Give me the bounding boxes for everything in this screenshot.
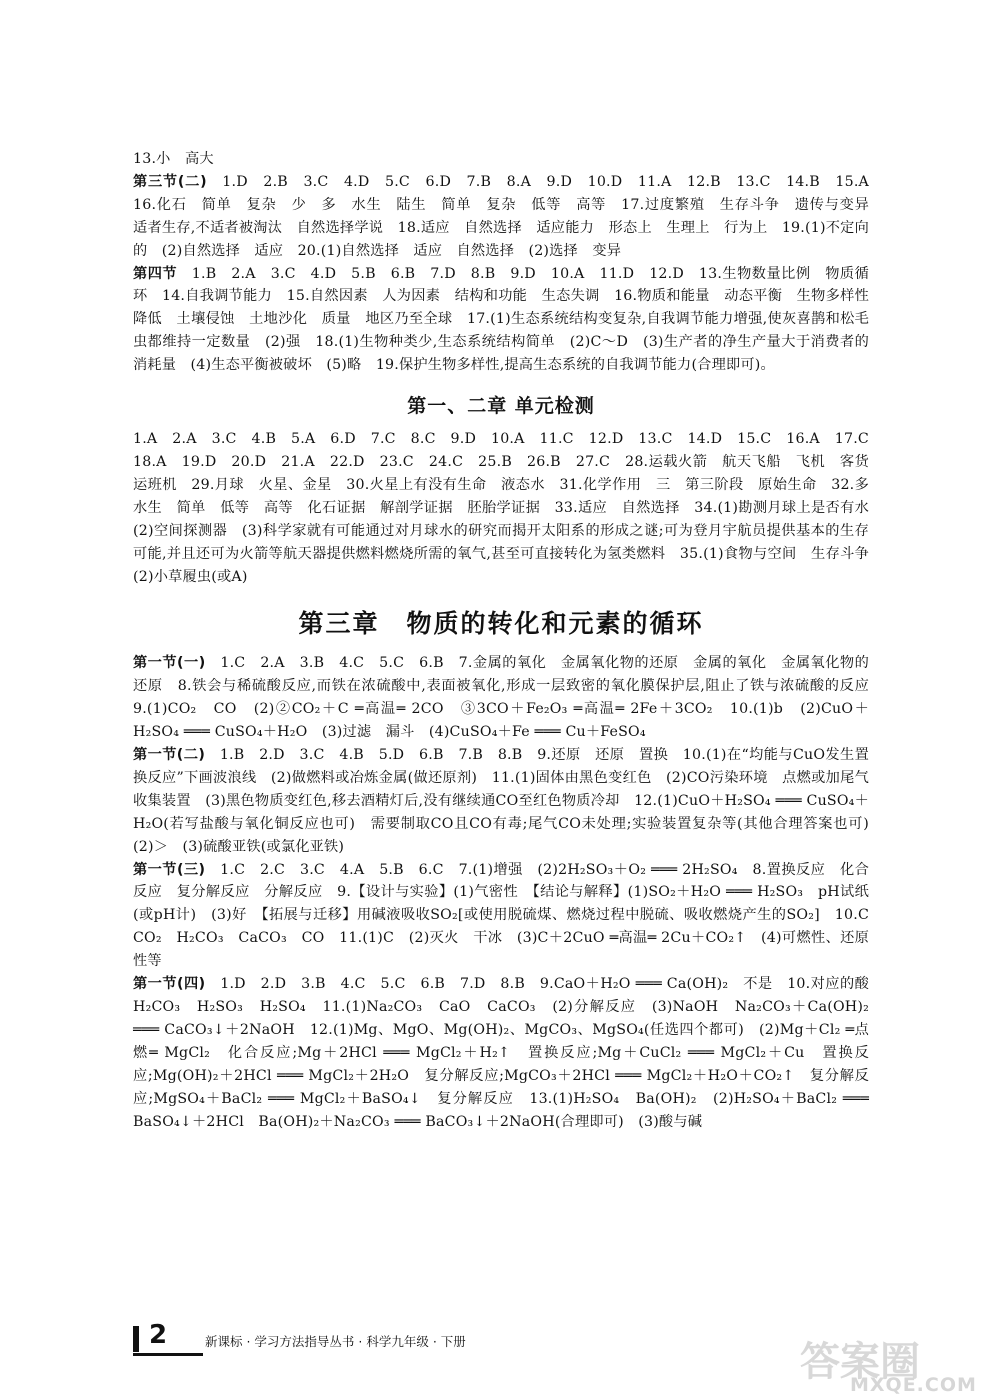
chapter-title: 第三章 物质的转化和元素的循环 [298,609,704,639]
section-1-3-answers: 第一节(三) 1.C 2.C 3.C 4.A 5.B 6.C 7.(1)增强 (2)2H₂SO₃＋O₂ ═══ 2H₂SO₄ 8.置换反应 化合反应 复分解反应 分解反应 9.【设计与实验】(1)气密性 【结论与解释】(1)SO₂＋H₂O ═══ H₂SO₃ pH试纸(或pH计) (3)好 【拓展与迁移】用碱液吸收SO₂[或使用脱硫煤、燃烧过程中脱硫、吸收燃烧产生的SO₂] 10.C CO₂ H₂CO₃ CaCO₃ CO 11.(1)C (2)灭火 干冰 (3)C＋2CuO ═高温═ 2Cu＋CO₂↑ (4)可燃性、还原性等 [133,861,884,970]
answer-line-13: 13.小 高大 [133,151,214,167]
footer-bar [133,1326,139,1352]
section-1-2-answers: 第一节(二) 1.B 2.D 3.C 4.B 5.D 6.B 7.B 8.B 9.还原 还原 置换 10.(1)在“均能与CuO发生置换反应”下画波浪线 (2)做燃料或冶炼金属(做还原剂) 11.(1)固体由黑色变红色 (2)CO污染环境 点燃或加尾气收集装置 (3)黑色物质变红色,移去酒精灯后,没有继续通CO至红色物质冷却 12.(1)CuO＋H₂SO₄ ═══ CuSO₄＋H₂O(若写盐酸与氧化铜反应也可) 需要制取CO且CO有毒;尾气CO未处理;实验装置复杂等(其他合理答案也可) (2)＞ (3)硫酸亚铁(或氯化亚铁) [133,747,884,855]
section-label: 第一节(一) [133,655,206,672]
watermark-domain: MXQE.COM [850,1374,977,1396]
page-footer [133,1322,869,1352]
section-3-2-answers: 第三节(二) 1.D 2.B 3.C 4.D 5.C 6.D 7.B 8.A 9.D 10.D 11.A 12.B 13.C 14.B 15.A 16.化石 简单 复杂 少 多 水生 陆生 简单 复杂 低等 高等 17.过度繁殖 生存斗争 遗传与变异 适者生存,不适者被淘汰 自然选择学说 18.适应 自然选择 适应能力 形态上 生理上 行为上 19.(1)不定向的 (2)自然选择 适应 20.(1)自然选择 适应 自然选择 (2)选择 变异 [133,173,884,259]
section-label: 第一节(二) [133,747,205,764]
section-1-1-answers: 第一节(一) 1.C 2.A 3.B 4.C 5.C 6.B 7.金属的氧化 金属氧化物的还原 金属的氧化 金属氧化物的还原 8.铁会与稀硫酸反应,而铁在浓硫酸中,表面被氧化,形成一层致密的氧化膜保护层,阻止了铁与浓硫酸的反应 9.(1)CO₂ CO (2)②CO₂＋C ═高温═ 2CO ③3CO＋Fe₂O₃ ═高温═ 2Fe＋3CO₂ 10.(1)b (2)CuO＋H₂SO₄ ═══ CuSO₄＋H₂O (3)过滤 漏斗 (4)CuSO₄＋Fe ═══ Cu＋FeSO₄ [133,655,884,741]
unit-test-answers: 1.A 2.A 3.C 4.B 5.A 6.D 7.C 8.C 9.D 10.A 11.C 12.D 13.C 14.D 15.C 16.A 17.C 18.A 19.D 20.D 21.A 22.D 23.C 24.C 25.B 26.B 27.C 28.运载火箭 航天飞船 飞机 客货运班机 29.月球 火星、金星 30.火星上有没有生命 液态水 31.化学作用 三 第三阶段 原始生命 32.多 水生 简单 低等 高等 化石证据 解剖学证据 胚胎学证据 33.适应 自然选择 34.(1)勘测月球上是否有水 (2)空间探测器 (3)科学家就有可能通过对月球水的研究而揭开太阳系的形成之谜;可为登月宇航员提供基本的生存可能,并且还可为火箭等航天器提供燃料燃烧所需的氧气,甚至可直接转化为氢类燃料 35.(1)食物与空间 生存斗争 (2)小草履虫(或A) [133,431,884,585]
footer-rule [133,1353,203,1356]
answer-content [133,148,884,1133]
unit-test-title: 第一、二章 单元检测 [407,395,595,418]
watermark-logo-text: 答案圈 [800,1339,920,1385]
book-info: 新课标 · 学习方法指导丛书 · 科学九年级 · 下册 [205,1334,466,1349]
section-1-4-answers: 第一节(四) 1.D 2.D 3.B 4.C 5.C 6.B 7.D 8.B 9.CaO＋H₂O ═══ Ca(OH)₂ 不是 10.对应的酸 H₂CO₃ H₂SO₃ H₂SO₄ 11.(1)Na₂CO₃ CaO CaCO₃ (2)分解反应 (3)NaOH Na₂CO₃＋Ca(OH)₂ ═══ CaCO₃↓＋2NaOH 12.(1)Mg、MgO、Mg(OH)₂、MgCO₃、MgSO₄(任选四个都可) (2)Mg＋Cl₂ ═点燃═ MgCl₂ 化合反应;Mg＋2HCl ═══ MgCl₂＋H₂↑ 置换反应;Mg＋CuCl₂ ═══ MgCl₂＋Cu 置换反应;Mg(OH)₂＋2HCl ═══ MgCl₂＋2H₂O 复分解反应;MgCO₃＋2HCl ═══ MgCl₂＋H₂O＋CO₂↑ 复分解反应;MgSO₄＋BaCl₂ ═══ MgCl₂＋BaSO₄↓ 复分解反应 13.(1)H₂SO₄ Ba(OH)₂ (2)H₂SO₄＋BaCl₂ ═══ BaSO₄↓＋2HCl Ba(OH)₂＋Na₂CO₃ ═══ BaCO₃↓＋2NaOH(合理即可) (3)酸与碱 [133,976,884,1130]
section-label: 第三节(二) [133,173,207,190]
watermark-logo [800,1330,990,1396]
section-4-answers: 第四节 1.B 2.A 3.C 4.D 5.B 6.B 7.D 8.B 9.D 10.A 11.D 12.D 13.生物数量比例 物质循环 14.自我调节能力 15.自然因素 人为因素 结构和功能 生态失调 16.物质和能量 动态平衡 生物多样性降低 土壤侵蚀 土地沙化 质量 地区乃至全球 17.(1)生态系统结构变复杂,自我调节能力增强,使灰喜鹊和松毛虫都维持一定数量 (2)强 18.(1)生物种类少,生态系统结构简单 (2)C～D (3)生产者的净生产量大于消费者的消耗量 (4)生态平衡被破坏 (5)略 19.保护生物多样性,提高生态系统的自我调节能力(合理即可)。 [133,265,869,374]
page-number: 2 [149,1320,168,1350]
section-label: 第四节 [133,265,178,282]
section-label: 第一节(三) [133,861,206,878]
section-label: 第一节(四) [133,976,206,993]
